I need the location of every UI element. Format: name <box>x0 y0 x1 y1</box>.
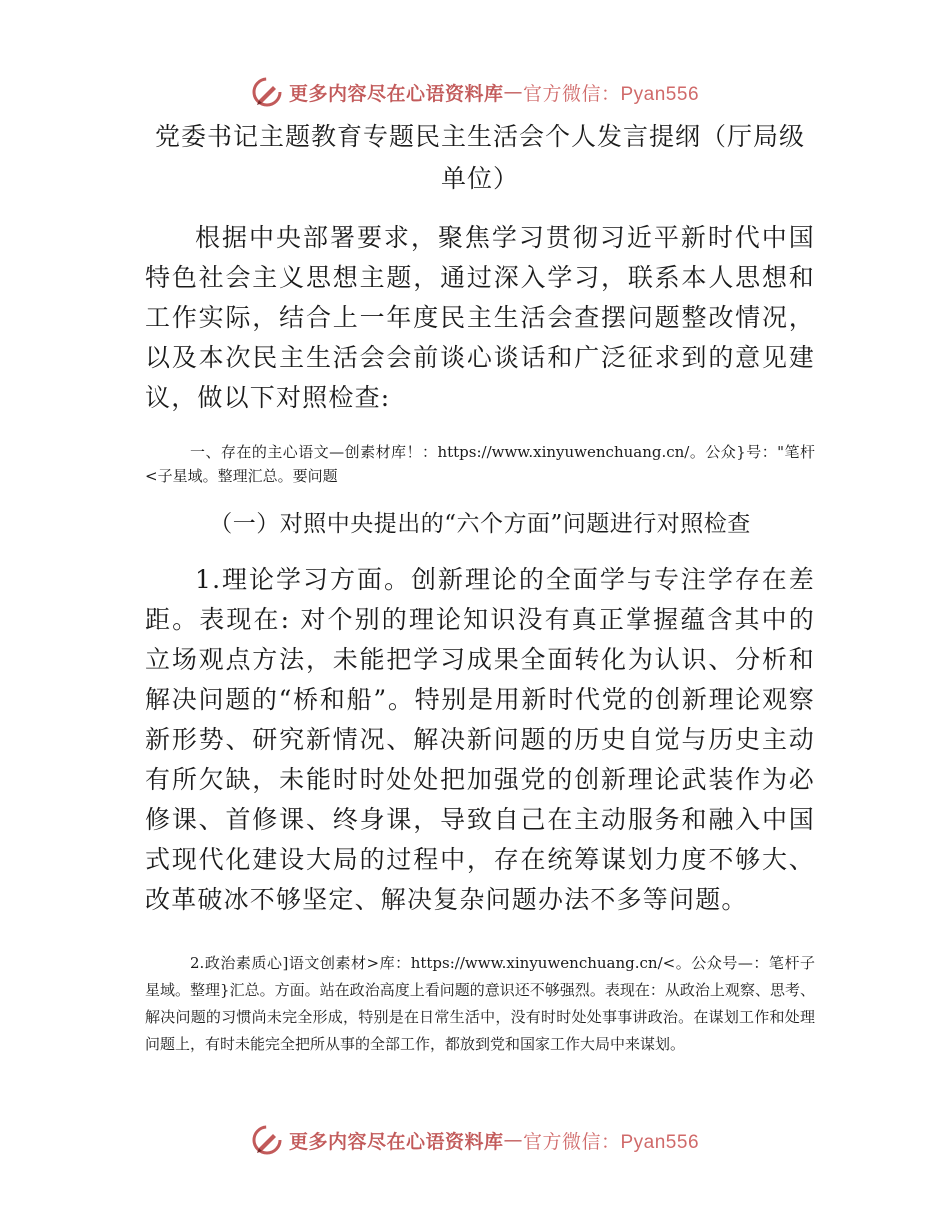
footer-watermark-banner <box>0 1120 950 1160</box>
banner-wechat: 官方微信：Pyan556 <box>523 83 700 105</box>
pen-logo-icon <box>251 1124 283 1156</box>
banner-text: 更多内容尽在心语资料库 <box>288 82 504 105</box>
pen-logo-icon <box>251 76 283 108</box>
item-1-paragraph: 1.理论学习方面。创新理论的全面学与专注学存在差距。表现在: 对个别的理论知识没有真正掌握蕴含其中的立场观点方法，未能把学习成果全面转化为认识、分析和解决问题的“桥和船”。特别是用新时代党的创新理论观察新形势、研究新情况、解决新问题的历史自觉与历史主动有所欠缺，未能时时处处把加强党的创新理论武装作为必修课、首修课、终身课，导致自己在主动服务和融入中国式现代化建设大局的过程中，存在统筹谋划力度不够大、改革破冰不够坚定、解决复杂问题办法不多等问题。 <box>145 565 815 914</box>
banner-text: 更多内容尽在心语资料库 <box>288 1130 504 1153</box>
intro-paragraph: 根据中央部署要求，聚焦学习贯彻习近平新时代中国特色社会主义思想主题，通过深入学习，联系本人思想和工作实际，结合上一年度民主生活会查摆问题整改情况，以及本次民主生活会会前谈心谈话和广泛征求到的意见建议，做以下对照检查: <box>145 223 815 412</box>
subsection-heading-1: （一）对照中央提出的“六个方面”问题进行对照检查 <box>209 511 751 537</box>
banner-dash: — <box>503 81 523 103</box>
item-2-paragraph: 2.政治素质心]语文创素材>库：https://www.xinyuwenchuang.cn/<。公众号—：笔杆子星域。整理}汇总。方面。站在政治高度上看问题的意识还不够强烈。表现在：从政治上观察、思考、解决问题的习惯尚未完全形成，特别是在日常生活中，没有时时处处事事讲政治。在谋划工作和处理问题上，有时未能完全把所从事的全部工作，都放到党和国家工作大局中来谋划。 <box>145 954 815 1053</box>
header-watermark-banner <box>0 72 950 112</box>
banner-wechat: 官方微信：Pyan556 <box>523 1131 700 1153</box>
banner-dash: — <box>503 1129 523 1151</box>
document-title: 党委书记主题教育专题民主生活会个人发言提纲（厅局级单位） <box>154 122 805 193</box>
section-heading-1: 一、存在的主心语文—创素材库！：https://www.xinyuwenchuang.cn/。公众}号："笔杆<子星域。整理汇总。要问题 <box>145 443 815 485</box>
